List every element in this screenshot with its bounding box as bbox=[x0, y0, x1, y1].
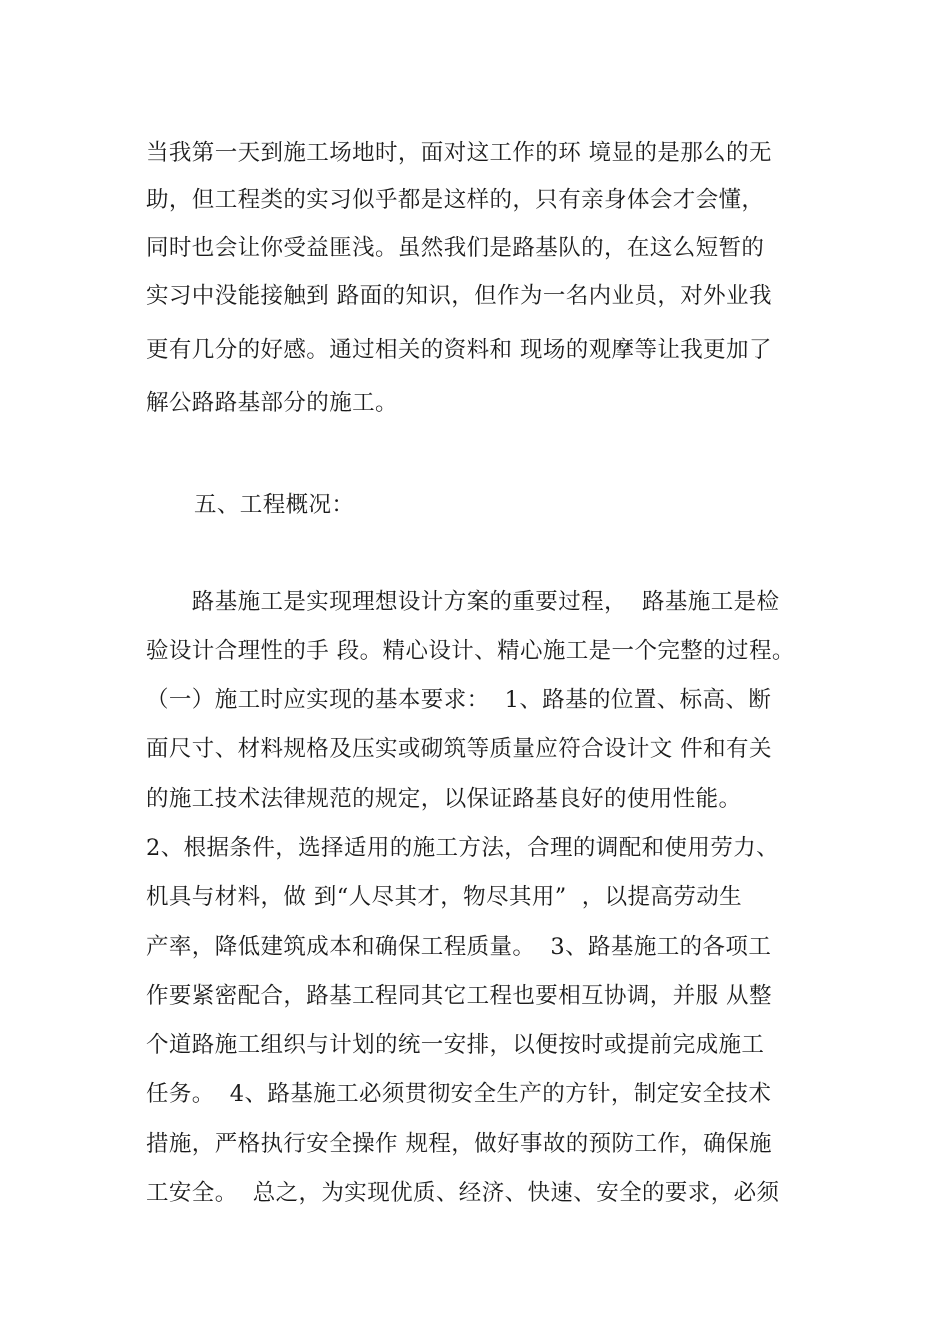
text-line: 机具与材料，做 到“人尽其才，物尽其用” ，以提高劳动生 bbox=[146, 884, 743, 910]
text-line: 2、根据条件，选择适用的施工方法，合理的调配和使用劳力、 bbox=[146, 835, 780, 861]
text-line: 同时也会让你受益匪浅。虽然我们是路基队的，在这么短暂的 bbox=[146, 235, 765, 261]
text-line: 任务。 4、路基施工必须贯彻安全生产的方针，制定安全技术 bbox=[146, 1081, 772, 1107]
text-line: 验设计合理性的手 段。精心设计、精心施工是一个完整的过程。 bbox=[146, 638, 795, 664]
text-line: 产率，降低建筑成本和确保工程质量。 3、路基施工的各项工 bbox=[146, 934, 772, 960]
section-heading: 五、工程概况： bbox=[194, 492, 355, 518]
text-line: 工安全。 总之，为实现优质、经济、快速、安全的要求，必须 bbox=[146, 1180, 780, 1206]
text-line: 路基施工是实现理想设计方案的重要过程， 路基施工是检 bbox=[146, 589, 780, 615]
text-line: 作要紧密配合，路基工程同其它工程也要相互协调，并服 从整 bbox=[146, 983, 772, 1009]
text-line: 面尺寸、材料规格及压实或砌筑等质量应符合设计文 件和有关 bbox=[146, 736, 772, 762]
text-line: （一）施工时应实现的基本要求： 1、路基的位置、标高、断 bbox=[146, 687, 772, 713]
text-line: 实习中没能接触到 路面的知识，但作为一名内业员，对外业我 bbox=[146, 283, 772, 309]
text-line: 当我第一天到施工场地时，面对这工作的环 境显的是那么的无 bbox=[146, 140, 772, 166]
text-line: 更有几分的好感。通过相关的资料和 现场的观摩等让我更加了 bbox=[146, 337, 772, 363]
text-line: 个道路施工组织与计划的统一安排，以便按时或提前完成施工 bbox=[146, 1032, 765, 1058]
text-line: 措施，严格执行安全操作 规程，做好事故的预防工作，确保施 bbox=[146, 1131, 772, 1157]
text-line: 的施工技术法律规范的规定，以保证路基良好的使用性能。 bbox=[146, 786, 742, 812]
text-line: 助，但工程类的实习似乎都是这样的，只有亲身体会才会懂， bbox=[146, 187, 765, 213]
text-line: 解公路路基部分的施工。 bbox=[146, 390, 398, 416]
